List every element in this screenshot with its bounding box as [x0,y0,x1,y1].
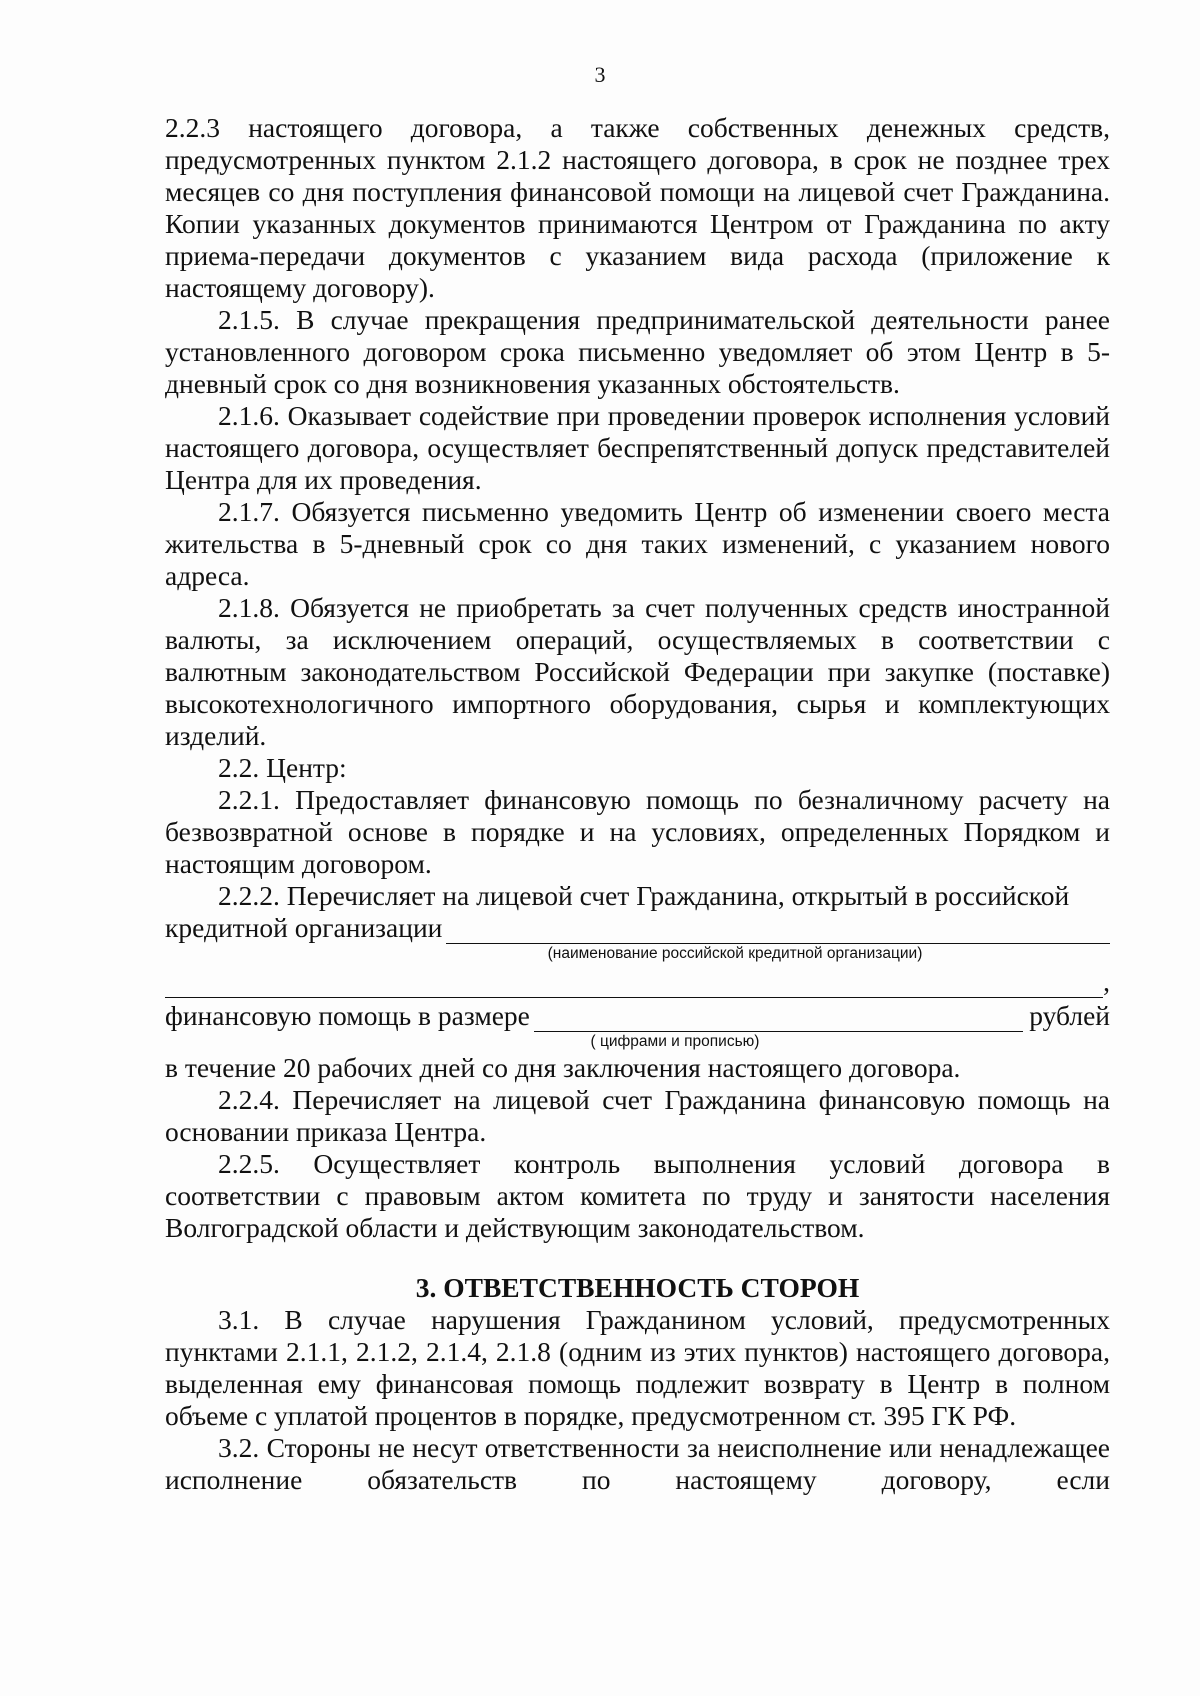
paragraph-2-2-2: 2.2.2. Перечисляет на лицевой счет Гражданина, открытый в российской [218,880,1070,911]
bank-name-continuation-line [165,977,1103,998]
bank-name-row [165,912,1110,944]
comma-mark: , [1103,966,1110,997]
paragraph-2-1-5: 2.1.5. В случае прекращения предпринимательской деятельности ранее установленного договором срока письменно уведомляет об этом Центр в 5-дневный срок со дня возникновения указанных обстоятельств. [165,304,1110,399]
amount-blank-line [534,1007,1023,1032]
bank-name-hint: (наименование российской кредитной организации) [547,945,923,962]
paragraph-2-2-4: 2.2.4. Перечисляет на лицевой счет Гражданина финансовую помощь на основании приказа Центра. [165,1084,1110,1147]
paragraph-continuation: 2.2.3 настоящего договора, а также собственных денежных средств, предусмотренных пунктом 2.1.2 настоящего договора, в срок не позднее трех месяцев со дня поступления финансовой помощи на лицевой счет Гражданина. Копии указанных документов принимаются Центром от Гражданина по акту приема-передачи документов с указанием вида расхода (приложение к настоящему договору). [165,112,1110,303]
bank-label: кредитной организации [165,912,443,943]
amount-unit: рублей [1029,1000,1110,1031]
paragraph-3-2: 3.2. Стороны не несут ответственности за неисполнение или ненадлежащее исполнение обязательств по настоящему договору, если [165,1432,1110,1495]
paragraph-2-2-2-term: в течение 20 рабочих дней со дня заключения настоящего договора. [165,1052,961,1083]
amount-hint: ( цифрами и прописью) [590,1033,760,1050]
paragraph-2-2-5: 2.2.5. Осуществляет контроль выполнения условий договора в соответствии с правовым актом комитета по труду и занятости населения Волгоградской области и действующим законодательством. [165,1148,1110,1243]
paragraph-2-1-7: 2.1.7. Обязуется письменно уведомить Центр об изменении своего места жительства в 5-дневный срок со дня таких изменений, с указанием нового адреса. [165,496,1110,591]
bank-name-continuation-row [165,964,1110,998]
page-number: 3 [594,62,606,87]
document-body [165,112,1110,1496]
bank-name-blank-line [446,919,1110,944]
amount-row [165,1000,1110,1032]
paragraph-2-1-6: 2.1.6. Оказывает содействие при проведении проверок исполнения условий настоящего договора, осуществляет беспрепятственный допуск представителей Центра для их проведения. [165,400,1110,495]
amount-label: финансовую помощь в размере [165,1000,530,1031]
paragraph-3-1: 3.1. В случае нарушения Гражданином условий, предусмотренных пунктами 2.1.1, 2.1.2, 2.1.4, 2.1.8 (одним из этих пунктов) настоящего договора, выделенная ему финансовая помощь подлежит возврату в Центр в полном объеме с уплатой процентов в порядке, предусмотренном ст. 395 ГК РФ. [165,1304,1110,1431]
paragraph-2-2-heading: 2.2. Центр: [218,752,347,783]
paragraph-2-1-8: 2.1.8. Обязуется не приобретать за счет полученных средств иностранной валюты, за исключением операций, осуществляемых в соответствии с валютным законодательством Российской Федерации при закупке (поставке) высокотехнологичного импортного оборудования, сырья и комплектующих изделий. [165,592,1110,751]
paragraph-2-2-1: 2.2.1. Предоставляет финансовую помощь по безналичному расчету на безвозвратной основе в порядке и на условиях, определенных Порядком и настоящим договором. [165,784,1110,879]
section-3-title: 3. ОТВЕТСТВЕННОСТЬ СТОРОН [415,1272,860,1303]
